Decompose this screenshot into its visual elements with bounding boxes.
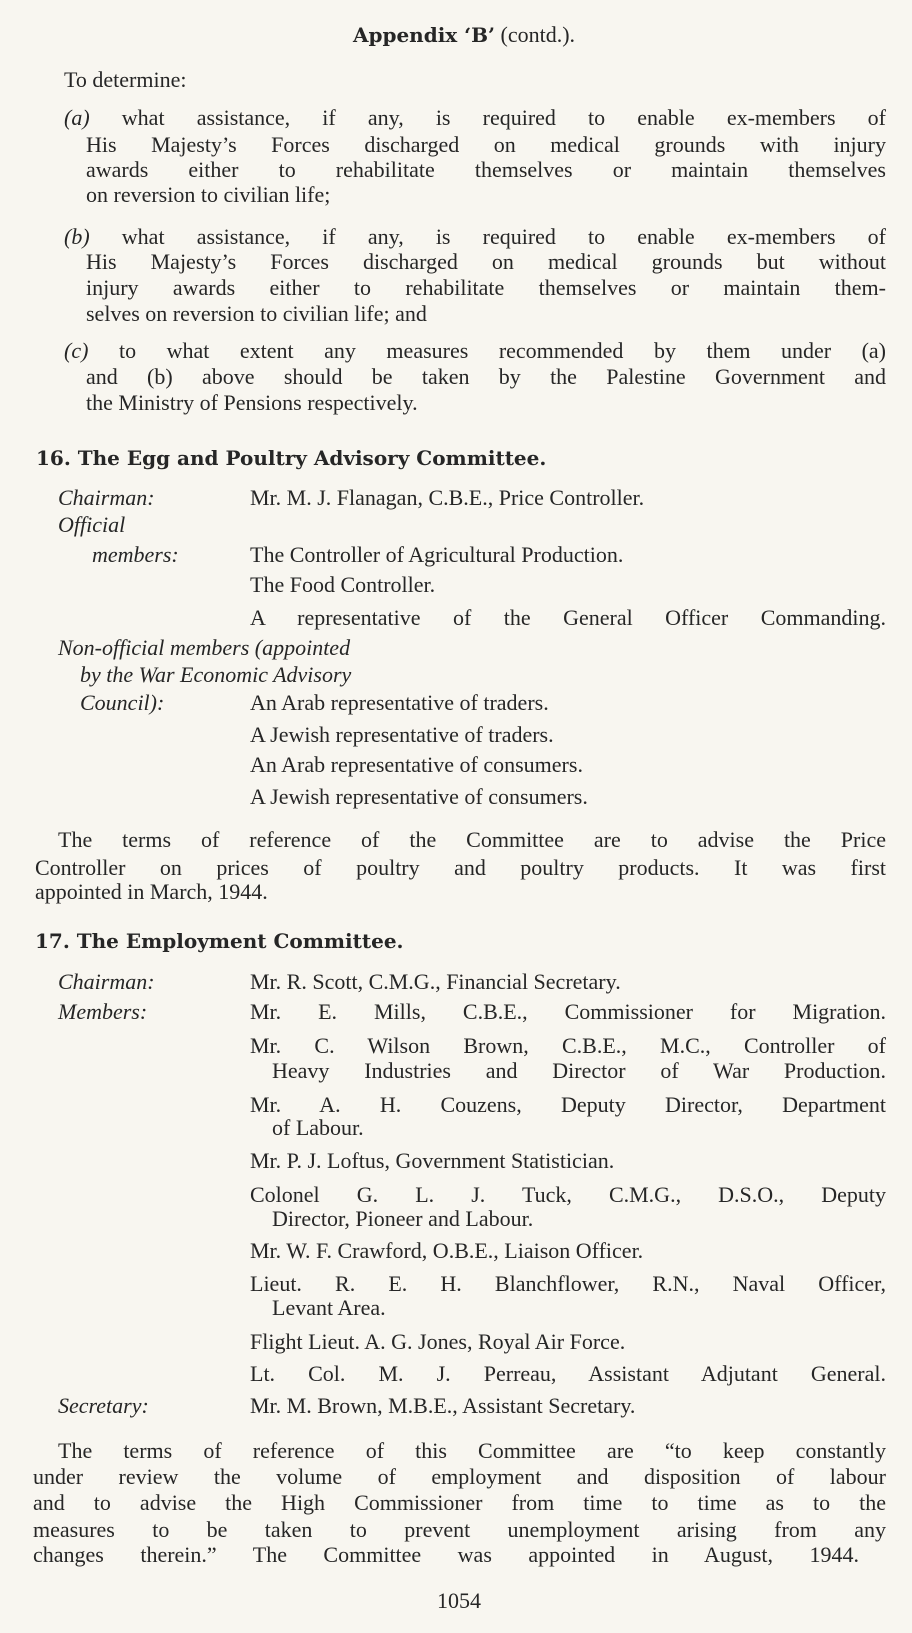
section-16-paragraph: appointed in March, 1944. (35, 879, 268, 904)
intro-text: To determine: (64, 67, 187, 92)
member-entry: Lieut. R. E. H. Blanchflower, R.N., Naval Officer, (250, 1271, 886, 1296)
page-title-rest: (contd.). (500, 22, 576, 47)
section-16-heading: 16. The Egg and Poultry Advisory Committee. (36, 446, 547, 470)
member-entry: Mr. M. Brown, M.B.E., Assistant Secretary. (250, 1393, 636, 1418)
member-entry: Mr. R. Scott, C.M.G., Financial Secretary. (250, 969, 621, 994)
section-17-paragraph: The terms of reference of this Committee are “to keep constantly (58, 1438, 886, 1463)
clause-a-line: His Majesty’s Forces discharged on medical grounds with injury (86, 132, 886, 157)
clause-label: (b) (64, 224, 90, 249)
member-entry-cont: Heavy Industries and Director of War Production. (272, 1058, 886, 1083)
section-17-heading: 17. The Employment Committee. (35, 929, 404, 953)
section-17-paragraph: and to advise the High Commissioner from time to time as to the (33, 1490, 886, 1515)
clause-label: (a) (64, 105, 90, 130)
clause-label: (c) (64, 338, 89, 363)
section-17-paragraph: measures to be taken to prevent unemployment arising from any (33, 1517, 886, 1542)
label-secretary: Secretary: (58, 1393, 149, 1418)
member-entry-cont: Director, Pioneer and Labour. (272, 1206, 534, 1231)
member-entry: The Controller of Agricultural Production. (250, 542, 624, 567)
label-non-official: by the War Economic Advisory (80, 662, 352, 687)
page-title-bold: Appendix ‘B’ (352, 23, 496, 47)
member-entry: Colonel G. L. J. Tuck, C.M.G., D.S.O., Deputy (250, 1182, 886, 1207)
section-17-paragraph: under review the volume of employment and disposition of labour (33, 1464, 886, 1489)
member-entry-cont: Levant Area. (272, 1295, 386, 1320)
member-entry: Mr. W. F. Crawford, O.B.E., Liaison Officer. (250, 1238, 644, 1263)
clause-a-line: on reversion to civilian life; (86, 182, 331, 207)
clause-text: what assistance, if any, is required to enable ex-members of (121, 105, 887, 130)
member-entry-cont: of Labour. (272, 1115, 364, 1140)
label-chairman: Chairman: (58, 485, 155, 510)
clause-b-line (64, 224, 886, 250)
member-entry: Mr. C. Wilson Brown, C.B.E., M.C., Controller of (250, 1033, 886, 1058)
member-entry: Mr. E. Mills, C.B.E., Commissioner for Migration. (250, 999, 886, 1024)
section-17-paragraph: changes therein.” The Committee was appointed in August, 1944. (33, 1542, 859, 1567)
clause-b-line: His Majesty’s Forces discharged on medical grounds but without (86, 249, 886, 274)
clause-b-line: injury awards either to rehabilitate themselves or maintain them- (86, 275, 886, 300)
member-entry: The Food Controller. (250, 572, 436, 597)
clause-c-line: and (b) above should be taken by the Palestine Government and (86, 364, 886, 389)
member-entry: A Jewish representative of consumers. (250, 784, 588, 809)
member-entry: A representative of the General Officer Commanding. (250, 605, 886, 630)
member-entry: A Jewish representative of traders. (250, 722, 554, 747)
label-chairman: Chairman: (58, 969, 155, 994)
section-16-paragraph: The terms of reference of the Committee are to advise the Price (58, 827, 886, 852)
member-entry: An Arab representative of traders. (250, 690, 549, 715)
member-entry: Lt. Col. M. J. Perreau, Assistant Adjutant General. (250, 1361, 886, 1386)
clause-c-line: the Ministry of Pensions respectively. (86, 390, 418, 415)
clause-text: to what extent any measures recommended by them under (a) (118, 338, 887, 363)
page-number: 1054 (437, 1588, 481, 1613)
clause-text: what assistance, if any, is required to enable ex-members of (121, 224, 887, 249)
label-official: Official (58, 512, 126, 537)
member-entry: Mr. M. J. Flanagan, C.B.E., Price Controller. (250, 485, 645, 510)
member-entry: Flight Lieut. A. G. Jones, Royal Air Force. (250, 1329, 626, 1354)
section-16-paragraph: Controller on prices of poultry and poultry products. It was first (35, 855, 886, 880)
clause-a-line: awards either to rehabilitate themselves or maintain themselves (86, 157, 886, 182)
clause-c-line (64, 338, 886, 364)
clause-b-line: selves on reversion to civilian life; and (86, 301, 427, 326)
page-title (0, 22, 912, 48)
member-entry: An Arab representative of consumers. (250, 752, 583, 777)
clause-a-line (64, 105, 886, 131)
label-non-official: Council): (80, 690, 165, 715)
label-members: members: (92, 542, 179, 567)
member-entry: Mr. P. J. Loftus, Government Statistician. (250, 1148, 615, 1173)
label-non-official: Non-official members (appointed (58, 635, 351, 660)
member-entry: Mr. A. H. Couzens, Deputy Director, Department (250, 1092, 886, 1117)
label-members: Members: (58, 999, 148, 1024)
